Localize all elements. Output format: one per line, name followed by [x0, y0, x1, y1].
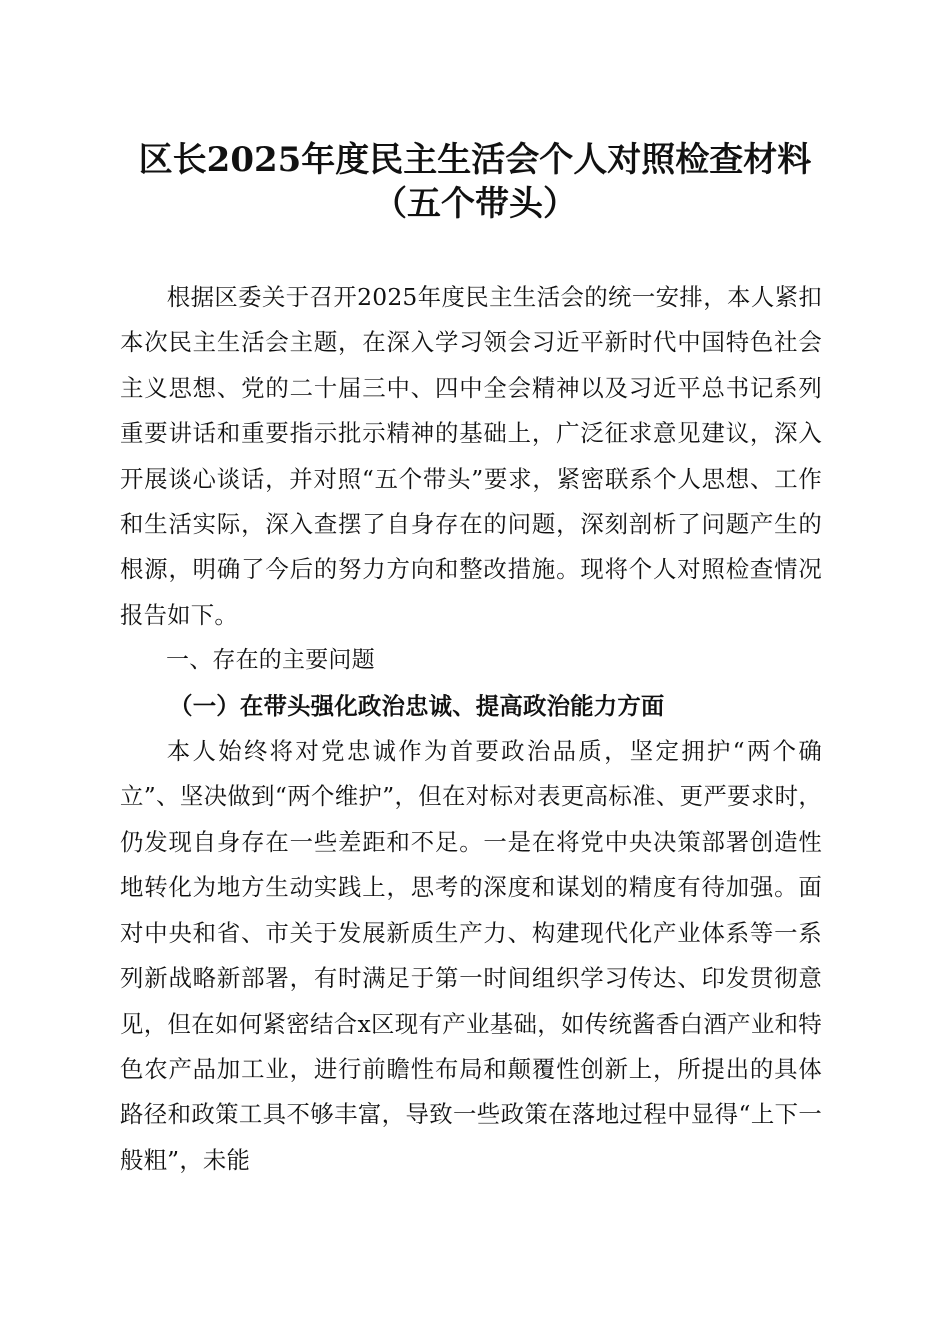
document-title-line2: （五个带头）: [373, 184, 577, 224]
document-body: [120, 275, 822, 1183]
subsection-heading: （一）在带头强化政治忠诚、提高政治能力方面: [169, 691, 665, 720]
section-heading: 一、存在的主要问题: [166, 647, 375, 674]
document-title-line1: 区长2025年度民主生活会个人对照检查材料: [138, 140, 812, 180]
subsection-paragraph: 本人始终将对党忠诚作为首要政治品质，坚定拥护“两个确立”、坚决做到“两个维护”，但在对标对表更高标准、更严要求时，仍发现自身存在一些差距和不足。一是在将党中央决策部署创造性地转化为地方生动实践上，思考的深度和谋划的精度有待加强。面对中央和省、市关于发展新质生产力、构建现代化产业体系等一系列新战略新部署，有时满足于第一时间组织学习传达、印发贯彻意见，但在如何紧密结合x区现有产业基础，如传统酱香白酒产业和特色农产品加工业，进行前瞻性布局和颠覆性创新上，所提出的具体路径和政策工具不够丰富，导致一些政策在落地过程中显得“上下一般粗”，未能: [120, 737, 822, 1174]
intro-paragraph: 根据区委关于召开2025年度民主生活会的统一安排，本人紧扣本次民主生活会主题，在深入学习领会习近平新时代中国特色社会主义思想、党的二十届三中、四中全会精神以及习近平总书记系列重要讲话和重要指示批示精神的基础上，广泛征求意见建议，深入开展谈心谈话，并对照“五个带头”要求，紧密联系个人思想、工作和生活实际，深入查摆了自身存在的问题，深刻剖析了问题产生的根源，明确了今后的努力方向和整改措施。现将个人对照检查情况报告如下。: [120, 283, 822, 629]
